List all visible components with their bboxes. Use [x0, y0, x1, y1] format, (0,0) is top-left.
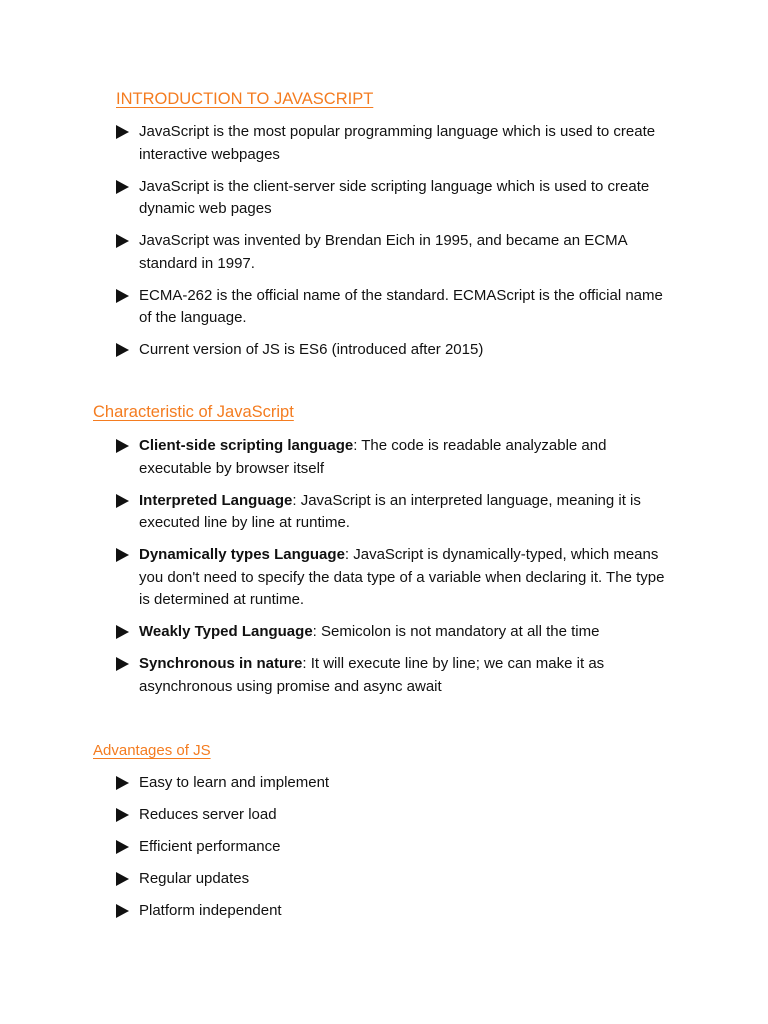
advantages-list — [116, 772, 676, 932]
triangle-right-icon — [116, 494, 129, 508]
list-item — [116, 621, 676, 644]
list-item-text: : Semicolon is not mandatory at all the time — [312, 623, 600, 640]
triangle-right-icon — [116, 840, 129, 854]
list-item-term: Client-side scripting language — [139, 437, 354, 454]
list-item-text: JavaScript is the client-server side scripting language which is used to create dynamic web pages — [139, 177, 650, 217]
list-item-text: : JavaScript is dynamically-typed, which means you don't need to specify the data type of a variable when declaring it. The type is determined at runtime. — [139, 546, 665, 608]
list-item-text: JavaScript is the most popular programming language which is used to create interactive webpages — [139, 123, 656, 163]
triangle-right-icon — [116, 548, 129, 562]
list-item — [116, 435, 676, 480]
list-item-text: Current version of JS is ES6 (introduced after 2015) — [139, 341, 484, 358]
triangle-right-icon — [116, 657, 129, 671]
list-item-text: : The code is readable analyzable and executable by browser itself — [139, 437, 607, 477]
list-item-text: JavaScript was invented by Brendan Eich in 1995, and became an ECMA standard in 1997. — [139, 232, 627, 272]
characteristics-list — [116, 435, 676, 708]
list-item — [116, 804, 676, 827]
triangle-right-icon — [116, 776, 129, 790]
list-item — [116, 230, 676, 275]
triangle-right-icon — [116, 904, 129, 918]
list-item-term: Synchronous in nature — [139, 655, 303, 672]
list-item — [116, 653, 676, 698]
list-item-text: Platform independent — [139, 902, 282, 919]
triangle-right-icon — [116, 808, 129, 822]
list-item-text: Easy to learn and implement — [139, 774, 330, 791]
list-item — [116, 490, 676, 535]
list-item-text: Reduces server load — [139, 806, 277, 823]
section-heading-introduction: INTRODUCTION TO JAVASCRIPT — [116, 90, 374, 108]
triangle-right-icon — [116, 125, 129, 139]
list-item-term: Weakly Typed Language — [139, 623, 313, 640]
triangle-right-icon — [116, 180, 129, 194]
list-item-text: Regular updates — [139, 870, 250, 887]
triangle-right-icon — [116, 289, 129, 303]
triangle-right-icon — [116, 872, 129, 886]
list-item-text: : JavaScript is an interpreted language, meaning it is executed line by line at runtime. — [139, 491, 641, 531]
list-item — [116, 339, 676, 362]
triangle-right-icon — [116, 625, 129, 639]
list-item-text: Efficient performance — [139, 838, 281, 855]
list-item-text: : It will execute line by line; we can make it as asynchronous using promise and async await — [139, 655, 605, 695]
list-item-term: Dynamically types Language — [139, 546, 345, 563]
list-item — [116, 544, 676, 612]
section-heading-characteristics: Characteristic of JavaScript — [93, 403, 294, 421]
list-item — [116, 121, 676, 166]
triangle-right-icon — [116, 234, 129, 248]
section-heading-advantages: Advantages of JS — [93, 742, 211, 759]
list-item — [116, 836, 676, 859]
list-item — [116, 868, 676, 891]
list-item-text: ECMA-262 is the official name of the standard. ECMAScript is the official name of the language. — [139, 286, 663, 326]
introduction-list — [116, 121, 676, 362]
list-item-term: Interpreted Language — [139, 491, 293, 509]
triangle-right-icon — [116, 343, 129, 357]
list-item — [116, 176, 676, 221]
list-item — [116, 772, 676, 795]
list-item — [116, 900, 676, 923]
list-item — [116, 285, 676, 330]
triangle-right-icon — [116, 439, 129, 453]
